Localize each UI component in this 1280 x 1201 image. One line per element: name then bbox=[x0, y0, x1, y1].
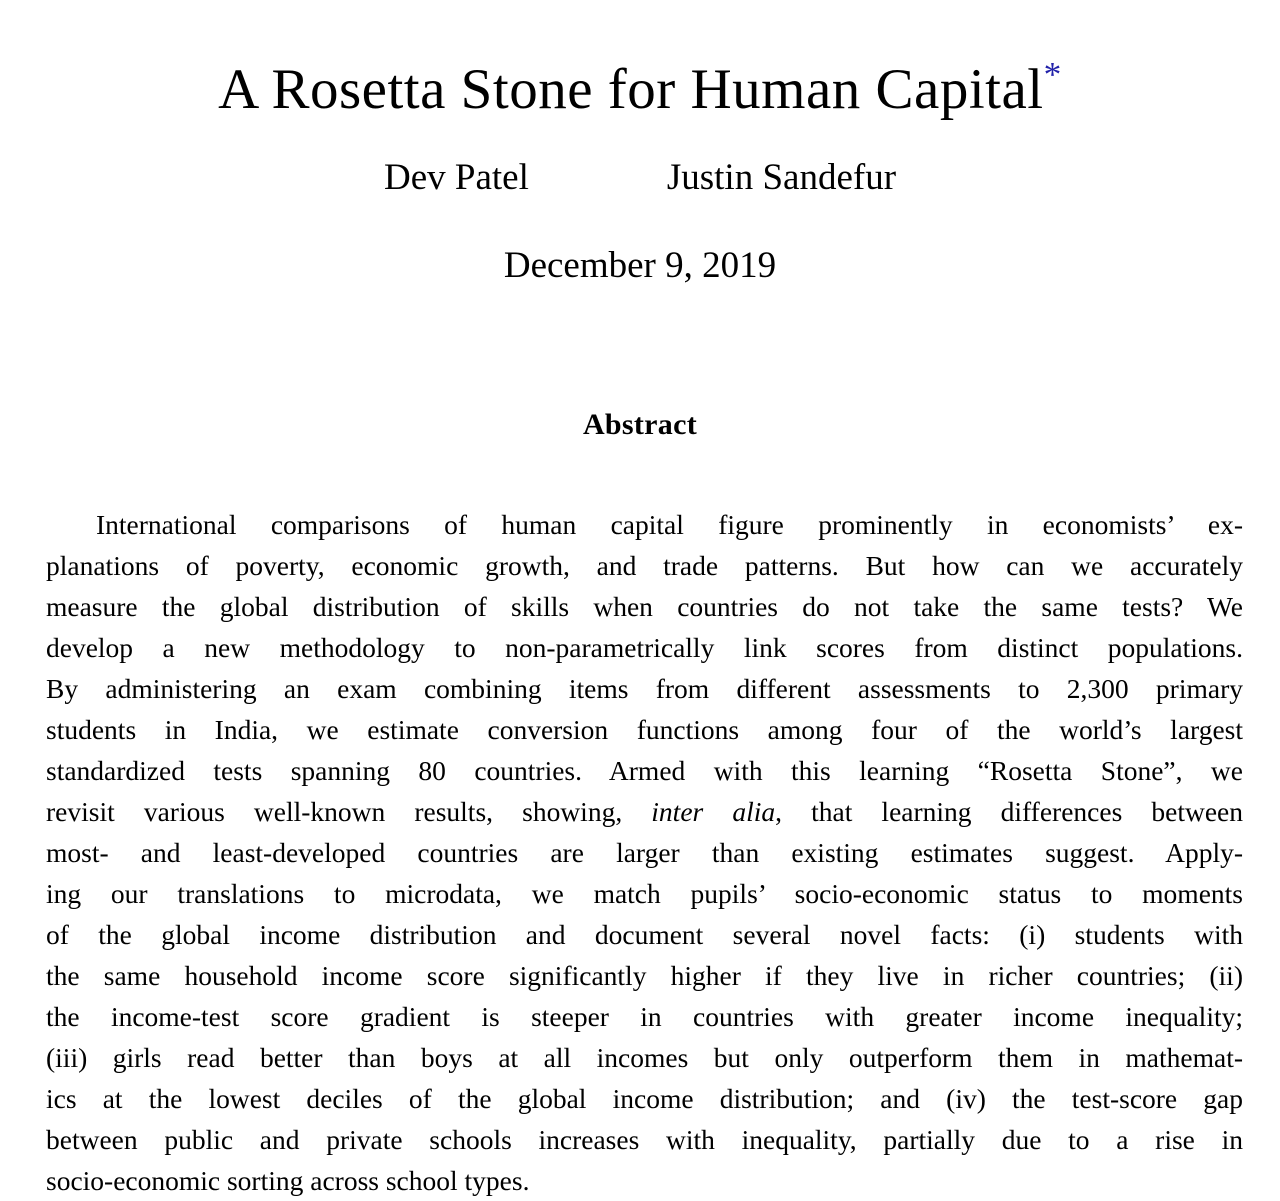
abstract-text-segment: the same household income score significantly higher if they live in richer countries; (ii) bbox=[46, 960, 1243, 991]
author-name-1: Dev Patel bbox=[383, 157, 529, 198]
author-name-2: Justin Sandefur bbox=[666, 157, 897, 198]
abstract-text-segment: between public and private schools increases with inequality, partially due to a rise in bbox=[46, 1124, 1243, 1155]
abstract-text-segment: ing our translations to microdata, we match pupils’ socio-economic status to moments bbox=[46, 878, 1243, 909]
abstract-line bbox=[46, 668, 1243, 709]
abstract-text-segment: (iii) girls read better than boys at all incomes but only outperform them in mathemat- bbox=[46, 1042, 1243, 1073]
paper-title-text: A Rosetta Stone for Human Capital bbox=[218, 58, 1044, 122]
abstract-text-segment: the income-test score gradient is steeper in countries with greater income inequality; bbox=[46, 1001, 1243, 1032]
abstract-text-segment: standardized tests spanning 80 countries. Armed with this learning “Rosetta Stone”, we bbox=[46, 755, 1243, 786]
authors-row bbox=[0, 156, 1280, 199]
abstract-text-segment: By administering an exam combining items from different assessments to 2,300 primary bbox=[46, 673, 1243, 704]
abstract-line bbox=[46, 1160, 1243, 1201]
abstract-line bbox=[46, 914, 1243, 955]
abstract-line bbox=[46, 627, 1243, 668]
abstract-italic-segment: inter alia bbox=[651, 796, 776, 827]
abstract-line bbox=[46, 955, 1243, 996]
abstract-text-segment: planations of poverty, economic growth, and trade patterns. But how can we accurately bbox=[46, 550, 1243, 581]
abstract-heading: Abstract bbox=[582, 408, 698, 441]
abstract-text-segment: measure the global distribution of skills when countries do not take the same tests? We bbox=[46, 591, 1243, 622]
abstract-body bbox=[46, 504, 1243, 1201]
paper-date: December 9, 2019 bbox=[503, 245, 777, 286]
abstract-line bbox=[46, 791, 1243, 832]
abstract-line bbox=[46, 709, 1243, 750]
abstract-line bbox=[46, 1037, 1243, 1078]
abstract-line bbox=[46, 1119, 1243, 1160]
abstract-text-segment: of the global income distribution and document several novel facts: (i) students with bbox=[46, 919, 1243, 950]
abstract-line bbox=[46, 873, 1243, 914]
abstract-text-segment: revisit various well-known results, showing, bbox=[46, 796, 652, 827]
abstract-text-segment: , that learning differences between bbox=[775, 796, 1243, 827]
abstract-line bbox=[46, 996, 1243, 1037]
abstract-text-segment: ics at the lowest deciles of the global income distribution; and (iv) the test-score gap bbox=[46, 1083, 1243, 1114]
abstract-line bbox=[46, 750, 1243, 791]
abstract-line bbox=[46, 545, 1243, 586]
abstract-text-segment: International comparisons of human capital figure prominently in economists’ ex- bbox=[96, 509, 1243, 540]
abstract-text-segment: socio-economic sorting across school types. bbox=[46, 1165, 530, 1196]
abstract-text-segment: develop a new methodology to non-parametrically link scores from distinct populations. bbox=[46, 632, 1243, 663]
abstract-text-segment: most- and least-developed countries are larger than existing estimates suggest. Apply- bbox=[46, 837, 1243, 868]
title-footnote-asterisk: * bbox=[1043, 55, 1062, 95]
abstract-line bbox=[46, 586, 1243, 627]
abstract-text-segment: students in India, we estimate conversion functions among four of the world’s largest bbox=[46, 714, 1243, 745]
abstract-line bbox=[46, 504, 1243, 545]
abstract-line bbox=[46, 1078, 1243, 1119]
paper-title bbox=[0, 54, 1280, 122]
abstract-line bbox=[46, 832, 1243, 873]
